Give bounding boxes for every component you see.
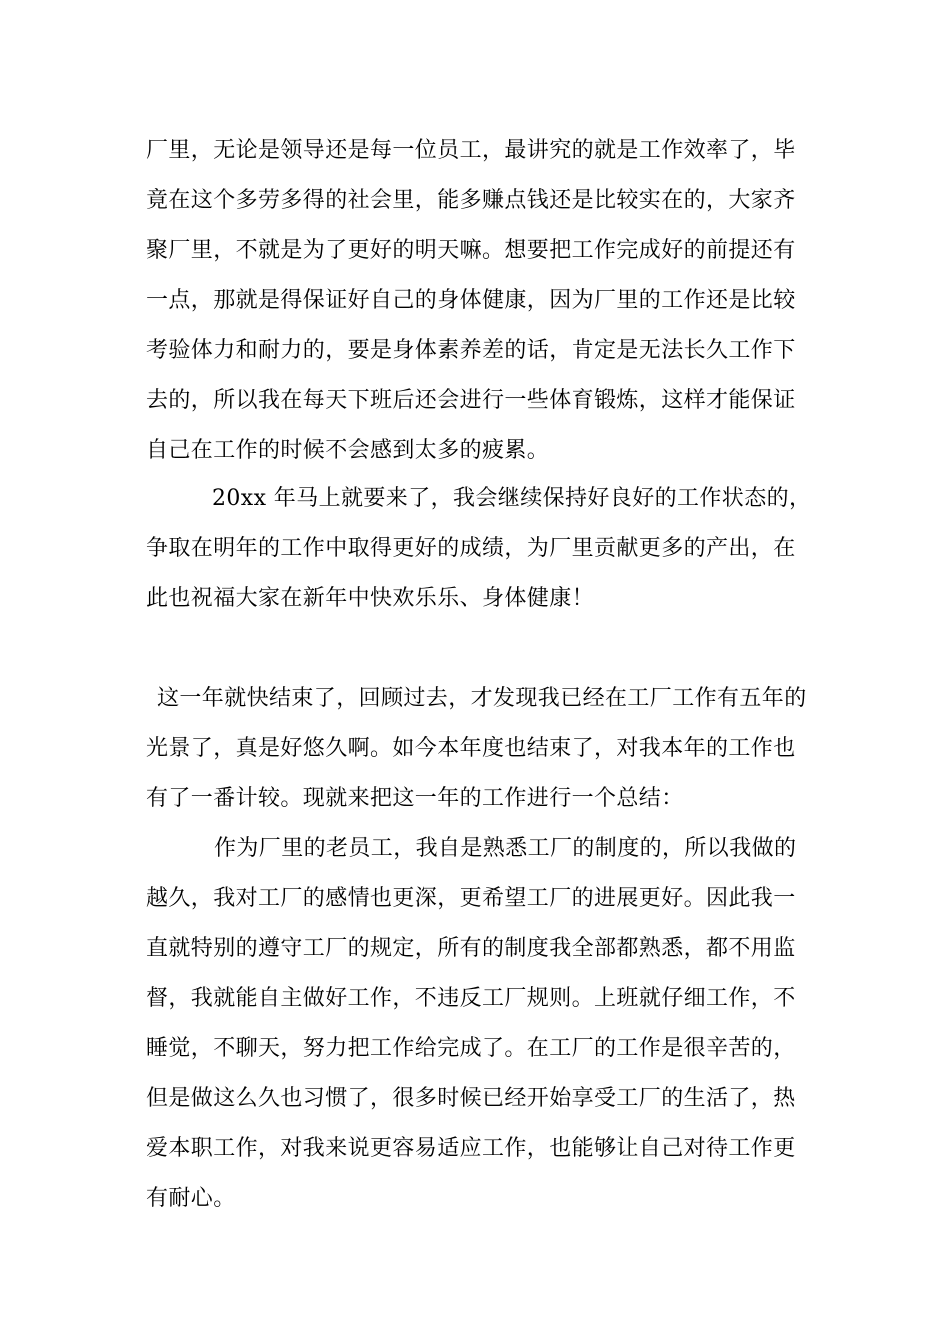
text-line: 爱本职工作，对我来说更容易适应工作，也能够让自己对待工作更 [146, 1136, 796, 1161]
text-line: 直就特别的遵守工厂的规定，所有的制度我全部都熟悉，都不用监 [146, 936, 796, 961]
text-line: 厂里，无论是领导还是每一位员工，最讲究的就是工作效率了，毕 [146, 138, 796, 163]
text-line: 竟在这个多劳多得的社会里，能多赚点钱还是比较实在的，大家齐 [146, 188, 796, 213]
text-line: 考验体力和耐力的，要是身体素养差的话，肯定是无法长久工作下 [146, 338, 796, 363]
text-line: 但是做这么久也习惯了，很多时候已经开始享受工厂的生活了，热 [146, 1086, 796, 1111]
text-line: 越久，我对工厂的感情也更深，更希望工厂的进展更好。因此我一 [146, 886, 796, 911]
text-line: 此也祝福大家在新年中快欢乐乐、身体健康！ [146, 586, 595, 611]
text-line: 这一年就快结束了，回顾过去，才发现我已经在工厂工作有五年的 [157, 686, 807, 711]
text-line: 聚厂里，不就是为了更好的明天嘛。想要把工作完成好的前提还有 [146, 238, 796, 263]
text-line: 有耐心。 [146, 1186, 236, 1211]
text-line: 作为厂里的老员工，我自是熟悉工厂的制度的，所以我做的 [214, 836, 797, 861]
text-line: 一点，那就是得保证好自己的身体健康，因为厂里的工作还是比较 [146, 288, 796, 313]
text-line: 自己在工作的时候不会感到太多的疲累。 [146, 438, 550, 463]
text-line: 20xx 年马上就要来了，我会继续保持好良好的工作状态的， [212, 486, 812, 511]
text-line: 光景了，真是好悠久啊。如今本年度也结束了，对我本年的工作也 [146, 736, 796, 761]
text-line: 去的，所以我在每天下班后还会进行一些体育锻炼，这样才能保证 [146, 388, 796, 413]
text-line: 有了一番计较。现就来把这一年的工作进行一个总结： [146, 786, 684, 811]
text-line: 督，我就能自主做好工作，不违反工厂规则。上班就仔细工作，不 [146, 986, 796, 1011]
text-line: 睡觉，不聊天，努力把工作给完成了。在工厂的工作是很辛苦的， [146, 1036, 796, 1061]
text-line: 争取在明年的工作中取得更好的成绩，为厂里贡献更多的产出，在 [146, 536, 796, 561]
